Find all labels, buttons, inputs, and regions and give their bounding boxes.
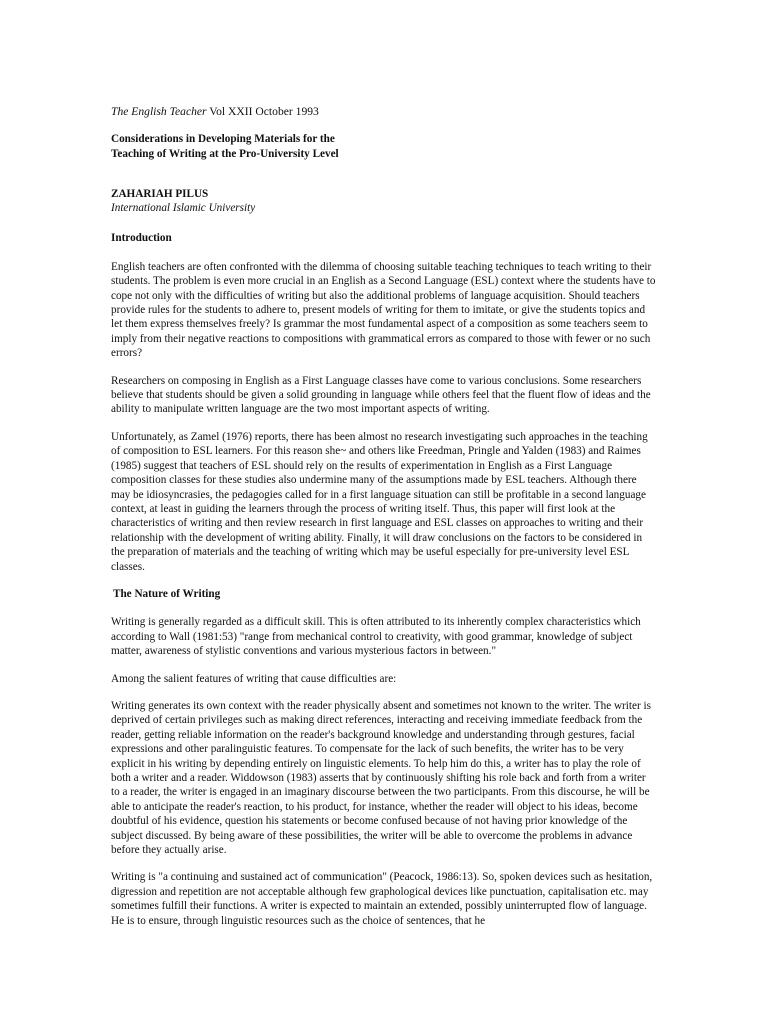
article-title-line-1: Considerations in Developing Materials for the [111, 133, 335, 146]
journal-issue: Vol XXII October 1993 [209, 105, 319, 118]
paragraph: Researchers on composing in English as a First Language classes have come to various conclusions. Some researchers believe that students should be given a solid grounding in language while others feel that the fluent flow of ideas and the ability to manipulate written language are the two most important aspects of writing. [111, 374, 651, 416]
journal-name: The English Teacher [111, 105, 207, 118]
paragraph: Writing generates its own context with the reader physically absent and sometimes not known to the writer. The writer is deprived of certain privileges such as making direct references, interacting and receiving immediate feedback from the reader, getting reliable information on the reader's background knowledge and understanding through gestures, facial expressions and other paralinguistic features. To compensate for the lack of such benefits, the writer has to be very explicit in his writing by depending entirely on linguistic elements. To help him do this, a writer has to play the role of both a writer and a reader. Widdowson (1983) asserts that by continuously shifting his role back and forth from a writer to a reader, the writer is engaged in an imaginary discourse between the two participants. From this discourse, he will be able to anticipate the reader's reaction, to his product, for instance, whether the reader will object to his ideas, become doubtful of his evidence, question his statements or become confused because of not having prior knowledge of the subject discussed. By being aware of these possibilities, the writer will be able to overcome the problems in advance before they actually arise. [111, 699, 651, 857]
section-heading-nature-of-writing: The Nature of Writing [113, 587, 221, 600]
journal-citation [111, 105, 656, 119]
article-title-line-2: Teaching of Writing at the Pro-University Level [111, 148, 339, 160]
author-affiliation: International Islamic University [111, 202, 256, 214]
paragraph: English teachers are often confronted with the dilemma of choosing suitable teaching techniques to teach writing to their students. The problem is even more crucial in an English as a Second Language (ESL) context where the students have to cope not only with the difficulties of writing but also the additional problems of language acquisition. Should teachers provide rules for the students to adhere to, present models of writing for them to imitate, or give the students topics and let them express themselves freely? Is grammar the most fundamental aspect of a composition as some teachers seem to imply from their negative reactions to compositions with grammatical errors as compared to those with fewer or no such errors? [111, 260, 656, 360]
paragraph: Writing is "a continuing and sustained act of communication" (Peacock, 1986:13). So, spoken devices such as hesitation, digression and repetition are not acceptable although few graphological devices like punctuation, capitalisation etc. may sometimes fulfill their functions. A writer is expected to maintain an extended, possibly uninterrupted flow of language. He is to ensure, through linguistic resources such as the choice of sentences, that he [111, 871, 653, 927]
document-page [111, 105, 656, 941]
section-heading-introduction: Introduction [111, 232, 172, 245]
paragraph: Writing is generally regarded as a difficult skill. This is often attributed to its inherently complex characteristics which according to Wall (1981:53) "range from mechanical control to creativity, with good grammar, knowledge of subject matter, awareness of stylistic conventions and various mysterious factors in between." [111, 616, 641, 658]
author-name: ZAHARIAH PILUS [111, 187, 209, 200]
article-title [111, 132, 656, 161]
paragraph: Unfortunately, as Zamel (1976) reports, there has been almost no research investigating such approaches in the teaching of composition to ESL learners. For this reason she~ and others like Freedman, Pringle and Yalden (1983) and Raimes (1985) suggest that teachers of ESL should rely on the results of experimentation in English as a First Language composition classes for these studies also undermine many of the assumptions made by ESL teachers. Although there may be idiosyncrasies, the pedagogies called for in a first language situation can still be profitable in a second language context, at least in guiding the learners through the process of writing itself. Thus, this paper will first look at the characteristics of writing and then review research in first language and ESL classes on approaches to writing and their relationship with the development of writing ability. Finally, it will draw conclusions on the factors to be considered in the preparation of materials and the teaching of writing which may be useful especially for pre-university level ESL classes. [111, 430, 648, 573]
paragraph: Among the salient features of writing that cause difficulties are: [111, 672, 397, 685]
